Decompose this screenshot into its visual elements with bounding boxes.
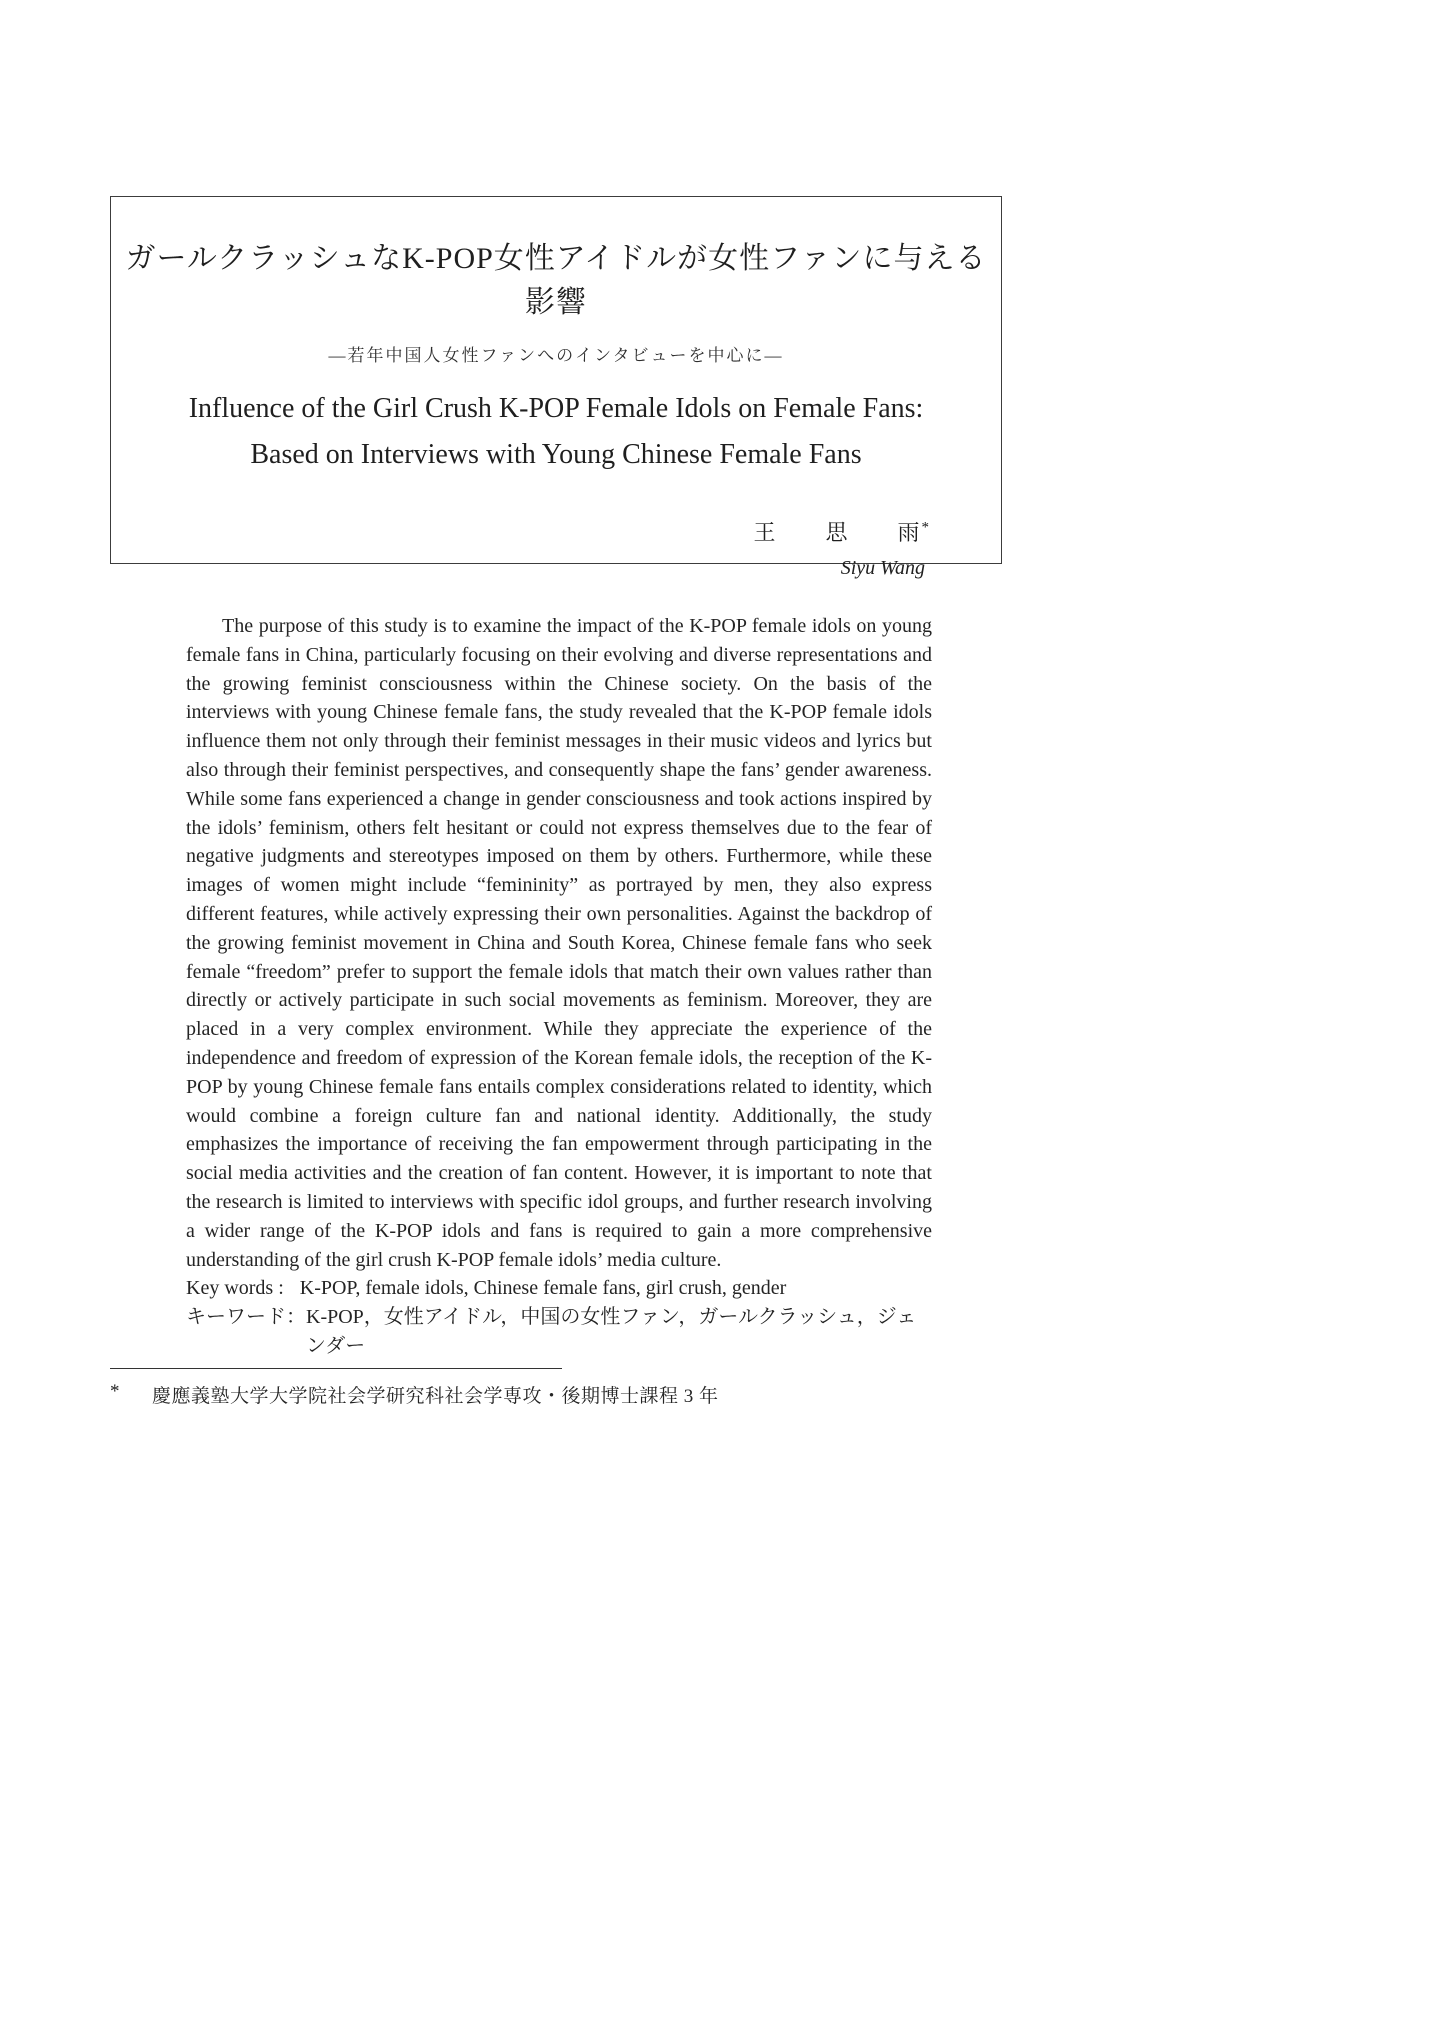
footnote-text: 慶應義塾大学大学院社会学研究科社会学専攻・後期博士課程 3 年 [152, 1386, 719, 1407]
author-name-japanese-text: 王 思 雨 [753, 520, 922, 545]
abstract-section [186, 612, 932, 1361]
title-japanese: ガールクラッシュなK-POP女性アイドルが女性ファンに与える影響 [125, 242, 987, 319]
footnote-section [110, 1368, 810, 1408]
subtitle-japanese: ―若年中国人女性ファンへのインタビューを中心に― [328, 346, 784, 365]
author-name-romanized: Siyu Wang [840, 557, 925, 579]
footnote-rule [110, 1368, 562, 1369]
author-name-japanese [111, 516, 929, 547]
title-english [111, 386, 1001, 478]
abstract-text: The purpose of this study is to examine the impact of the K-POP female idols on young female fans in China, particularly focusing on their evolving and diverse representations and the growing feminist consciousness within the Chinese society. On the basis of the interviews with young Chinese female fans, the study revealed that the K-POP female idols influence them not only through their feminist messages in their music videos and lyrics but also through their feminist perspectives, and consequently shape the fans’ gender awareness. While some fans experienced a change in gender consciousness and took actions inspired by the idols’ feminism, others felt hesitant or could not express themselves due to the fear of negative judgments and stereotypes imposed on them by others. Furthermore, while these images of women might include “femininity” as portrayed by men, they also express different features, while actively expressing their own personalities. Against the backdrop of the growing feminist movement in China and South Korea, Chinese female fans who seek female “freedom” prefer to support the female idols that match their own values rather than directly or actively participate in such social movements as feminism. Moreover, they are placed in a very complex environment. While they appreciate the experience of the independence and freedom of expression of the Korean female idols, the reception of the K-POP by young Chinese female fans entails complex considerations related to identity, which would combine a foreign culture fan and national identity. Additionally, the study emphasizes the importance of receiving the fan empowerment through participating in the social media activities and the creation of fan content. However, it is important to note that the research is limited to interviews with specific idol groups, and further research involving a wider range of the K-POP idols and fans is required to gain a more comprehensive understanding of the girl crush K-POP female idols’ media culture. [186, 615, 932, 1271]
title-english-line1: Influence of the Girl Crush K-POP Female Idols on Female Fans: [188, 393, 924, 424]
author-footnote-marker: * [921, 519, 929, 536]
keywords-japanese-text: K-POP，女性アイドル，中国の女性ファン，ガールクラッシュ，ジェンダー [306, 1306, 917, 1357]
footnote-line [110, 1381, 810, 1408]
title-english-line2: Based on Interviews with Young Chinese Female Fans [250, 439, 862, 470]
keywords-english-row [186, 1274, 932, 1303]
title-box [110, 196, 1002, 579]
keywords-japanese-row [186, 1303, 932, 1361]
keywords-english-label: Key words : [186, 1277, 284, 1300]
author-block [111, 516, 1001, 580]
footnote-marker: * [110, 1381, 120, 1402]
keywords-english-text: K-POP, female idols, Chinese female fans, girl crush, gender [299, 1277, 787, 1300]
keywords-japanese-label: キーワード： [186, 1306, 306, 1329]
